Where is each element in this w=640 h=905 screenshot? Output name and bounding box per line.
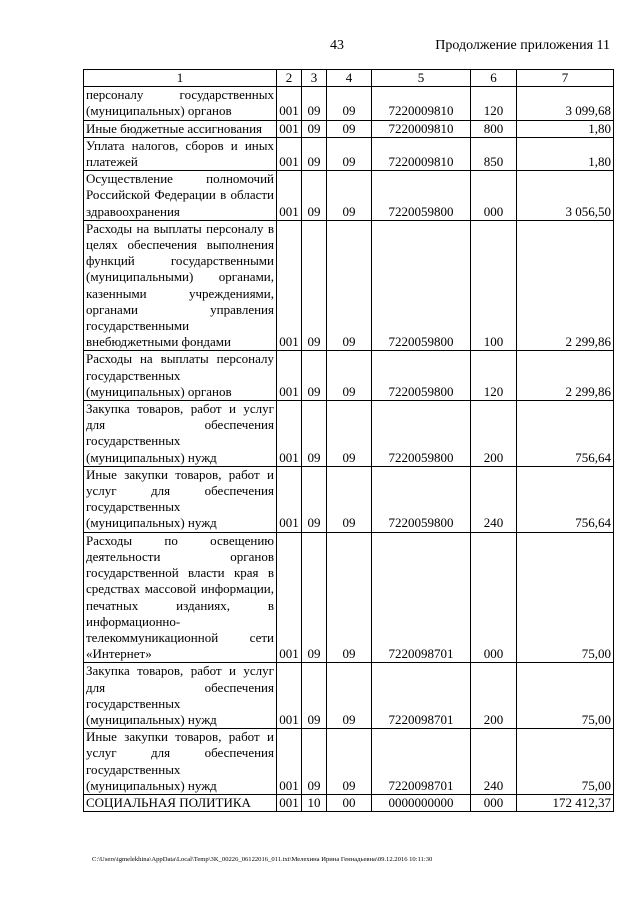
row-code-2: 001 [277, 663, 302, 729]
row-amount: 75,00 [517, 532, 614, 663]
row-code-5: 7220009810 [372, 87, 471, 120]
row-amount: 3 099,68 [517, 87, 614, 120]
row-code-6: 200 [471, 663, 517, 729]
column-header: 3 [302, 70, 327, 87]
row-code-2: 001 [277, 351, 302, 401]
row-code-2: 001 [277, 87, 302, 120]
page-number: 43 [330, 38, 344, 53]
row-amount: 756,64 [517, 401, 614, 467]
row-name: Расходы по освещению деятельности органов государственной власти края в средствах массовой информации, печатных изданиях, в информационно-телекоммуникационной сети «Интернет» [84, 532, 277, 663]
table-row [84, 466, 614, 532]
row-code-4: 09 [327, 137, 372, 170]
table-row [84, 532, 614, 663]
row-code-4: 09 [327, 466, 372, 532]
row-name: Иные закупки товаров, работ и услуг для обеспечения государственных (муниципальных) нужд [84, 466, 277, 532]
row-code-6: 800 [471, 120, 517, 137]
row-code-4: 09 [327, 351, 372, 401]
row-amount: 1,80 [517, 137, 614, 170]
row-name: СОЦИАЛЬНАЯ ПОЛИТИКА [84, 794, 277, 811]
table-row [84, 171, 614, 221]
row-code-3: 09 [302, 663, 327, 729]
row-amount: 1,80 [517, 120, 614, 137]
table-row [84, 401, 614, 467]
row-code-2: 001 [277, 532, 302, 663]
row-code-6: 100 [471, 220, 517, 351]
row-code-6: 200 [471, 401, 517, 467]
column-header: 6 [471, 70, 517, 87]
row-code-3: 09 [302, 466, 327, 532]
row-amount: 75,00 [517, 729, 614, 795]
row-code-4: 09 [327, 120, 372, 137]
column-header: 7 [517, 70, 614, 87]
row-code-3: 09 [302, 220, 327, 351]
row-code-6: 240 [471, 466, 517, 532]
row-code-3: 10 [302, 794, 327, 811]
row-code-5: 7220098701 [372, 729, 471, 795]
row-code-5: 7220009810 [372, 137, 471, 170]
row-code-5: 7220098701 [372, 532, 471, 663]
row-code-4: 09 [327, 220, 372, 351]
row-code-3: 09 [302, 137, 327, 170]
row-code-6: 240 [471, 729, 517, 795]
budget-table [83, 69, 614, 812]
row-code-6: 000 [471, 171, 517, 221]
row-code-6: 850 [471, 137, 517, 170]
row-code-2: 001 [277, 120, 302, 137]
row-amount: 2 299,86 [517, 220, 614, 351]
column-header: 4 [327, 70, 372, 87]
table-row [84, 729, 614, 795]
column-header: 1 [84, 70, 277, 87]
row-code-4: 09 [327, 171, 372, 221]
row-amount: 2 299,86 [517, 351, 614, 401]
row-code-6: 120 [471, 87, 517, 120]
row-code-4: 00 [327, 794, 372, 811]
row-code-2: 001 [277, 171, 302, 221]
row-code-3: 09 [302, 401, 327, 467]
table-row [84, 220, 614, 351]
row-name: Иные закупки товаров, работ и услуг для обеспечения государственных (муниципальных) нужд [84, 729, 277, 795]
row-amount: 756,64 [517, 466, 614, 532]
continuation-title: Продолжение приложения 11 [435, 38, 610, 53]
table-row [84, 87, 614, 120]
row-code-5: 0000000000 [372, 794, 471, 811]
row-code-6: 000 [471, 532, 517, 663]
row-code-5: 7220059800 [372, 401, 471, 467]
row-code-5: 7220059800 [372, 171, 471, 221]
row-code-5: 7220059800 [372, 466, 471, 532]
row-code-6: 000 [471, 794, 517, 811]
table-row [84, 351, 614, 401]
row-code-4: 09 [327, 87, 372, 120]
row-code-4: 09 [327, 663, 372, 729]
row-code-6: 120 [471, 351, 517, 401]
row-name: Закупка товаров, работ и услуг для обеспечения государственных (муниципальных) нужд [84, 663, 277, 729]
row-code-4: 09 [327, 729, 372, 795]
row-code-3: 09 [302, 532, 327, 663]
row-code-3: 09 [302, 87, 327, 120]
row-code-5: 7220009810 [372, 120, 471, 137]
row-amount: 3 056,50 [517, 171, 614, 221]
row-name: Расходы на выплаты персоналу государственных (муниципальных) органов [84, 351, 277, 401]
row-code-2: 001 [277, 401, 302, 467]
row-code-4: 09 [327, 532, 372, 663]
table-row [84, 120, 614, 137]
row-code-2: 001 [277, 466, 302, 532]
row-code-3: 09 [302, 171, 327, 221]
row-name: Расходы на выплаты персоналу в целях обеспечения выполнения функций государственными (муниципальными) органами, казенными учреждениями, органами управления государственными внебюджетными фондами [84, 220, 277, 351]
row-amount: 172 412,37 [517, 794, 614, 811]
row-name: Иные бюджетные ассигнования [84, 120, 277, 137]
row-code-5: 7220059800 [372, 351, 471, 401]
row-code-4: 09 [327, 401, 372, 467]
row-code-2: 001 [277, 220, 302, 351]
row-name: Осуществление полномочий Российской Федерации в области здравоохранения [84, 171, 277, 221]
row-name: персоналу государственных (муниципальных) органов [84, 87, 277, 120]
row-amount: 75,00 [517, 663, 614, 729]
row-name: Закупка товаров, работ и услуг для обеспечения государственных (муниципальных) нужд [84, 401, 277, 467]
row-name: Уплата налогов, сборов и иных платежей [84, 137, 277, 170]
row-code-3: 09 [302, 351, 327, 401]
table-row [84, 137, 614, 170]
table-row [84, 663, 614, 729]
row-code-2: 001 [277, 729, 302, 795]
column-header: 5 [372, 70, 471, 87]
table-header-row [84, 70, 614, 87]
row-code-5: 7220059800 [372, 220, 471, 351]
column-header: 2 [277, 70, 302, 87]
row-code-2: 001 [277, 794, 302, 811]
table-row [84, 794, 614, 811]
row-code-5: 7220098701 [372, 663, 471, 729]
footer-file-path: C:\Users\igmelekhina\AppData\Local\Temp\3K_00226_06122016_011.txt\Мелехина Ирина Геннадьевна\09.12.2016 10:11:30 [92, 856, 433, 863]
row-code-3: 09 [302, 729, 327, 795]
row-code-3: 09 [302, 120, 327, 137]
row-code-2: 001 [277, 137, 302, 170]
